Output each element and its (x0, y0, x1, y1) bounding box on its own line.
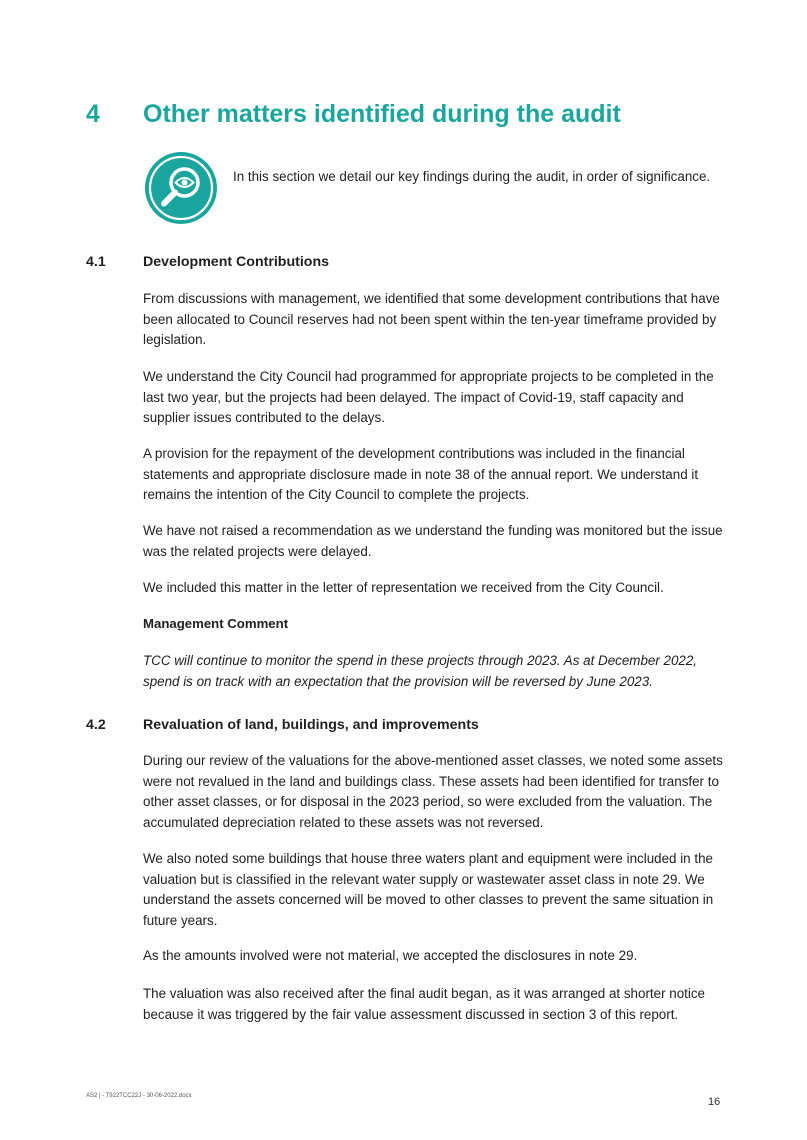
section-number: 4 (86, 100, 100, 128)
subsection-title: Development Contributions (143, 254, 330, 270)
magnifier-eye-icon (145, 152, 217, 224)
management-comment-label: Management Comment (143, 616, 289, 631)
paragraph: As the amounts involved were not material, we accepted the disclosures in note 29. (143, 948, 638, 963)
document-reference: AS2 j - T922TCC22J - 30-06-2022.docx (86, 1093, 192, 1099)
paragraph: We also noted some buildings that house three waters plant and equipment were included in the valuation but is classified in the relevant water supply or wastewater asset class in note 29. We understand the assets concerned will be moved to other classes to prevent the same situation in future years. (143, 851, 714, 928)
subsection-number: 4.2 (86, 717, 106, 733)
paragraph: During our review of the valuations for the above-mentioned asset classes, we noted some assets were not revalued in the land and buildings class. These assets had been identified for transfer to other asset classes, or for disposal in the 2023 period, so were excluded from the valuation. The accumulated depreciation related to these assets was not reversed. (143, 753, 723, 830)
section-intro: In this section we detail our key findings during the audit, in order of significance. (233, 169, 711, 184)
page-number: 16 (708, 1096, 721, 1108)
paragraph: From discussions with management, we identified that some development contributions that have been allocated to Council reserves had not been spent within the ten-year timeframe provided by legislation. (143, 291, 720, 347)
subsection-title: Revaluation of land, buildings, and improvements (143, 717, 479, 733)
paragraph: The valuation was also received after the final audit began, as it was arranged at shorter notice because it was triggered by the fair value assessment discussed in section 3 of this report. (143, 986, 705, 1022)
section-title: Other matters identified during the audit (143, 100, 621, 128)
management-comment: TCC will continue to monitor the spend in these projects through 2023. As at December 2022, spend is on track with an expectation that the provision will be reversed by June 2023. (143, 653, 698, 689)
paragraph: We included this matter in the letter of representation we received from the City Council. (143, 580, 664, 595)
paragraph: We understand the City Council had programmed for appropriate projects to be completed in the last two year, but the projects had been delayed. The impact of Covid-19, staff capacity and supplier issues contributed to the delays. (143, 369, 714, 425)
paragraph: A provision for the repayment of the development contributions was included in the financial statements and appropriate disclosure made in note 38 of the annual report. We understand it remains the intention of the City Council to complete the projects. (143, 446, 699, 502)
subsection-number: 4.1 (86, 254, 106, 270)
paragraph: We have not raised a recommendation as we understand the funding was monitored but the issue was the related projects were delayed. (143, 523, 723, 559)
